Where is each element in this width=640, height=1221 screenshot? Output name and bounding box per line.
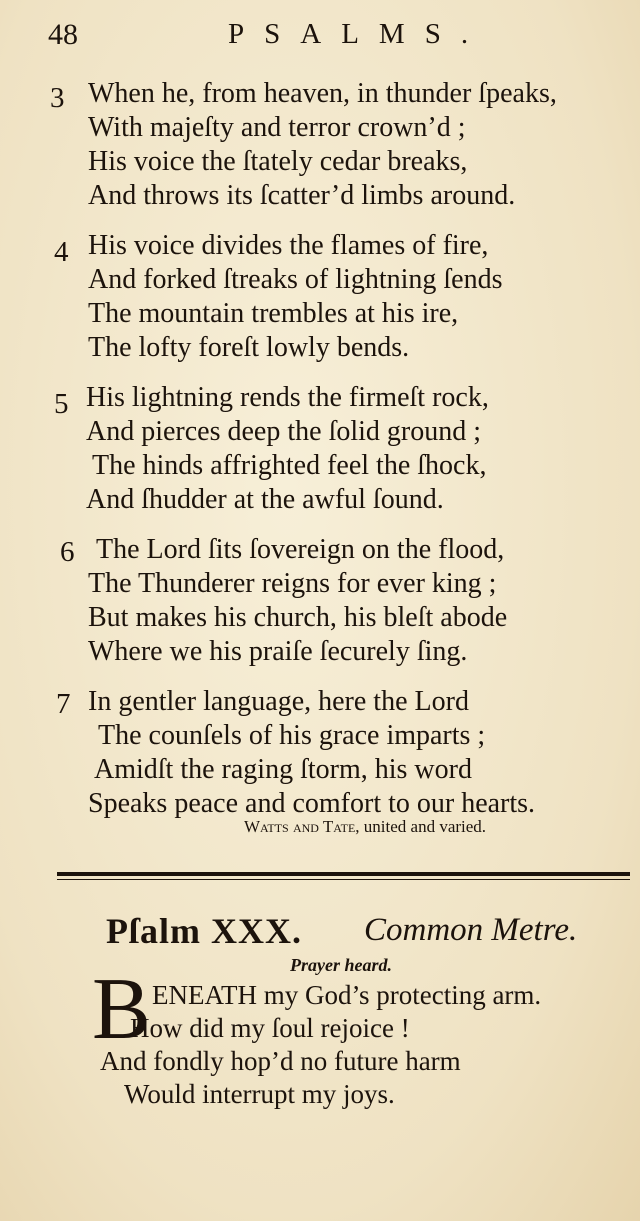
stanza-number: 3 [50, 82, 65, 114]
verse-line: His voice divides the flames of fire, [88, 230, 489, 261]
stanza-number: 6 [60, 536, 75, 568]
verse-line: His voice the ſtately cedar breaks, [88, 146, 468, 177]
verse-line: With majeſty and terror crown’d ; [88, 112, 466, 143]
page-header [0, 18, 640, 58]
verse-line: The hinds affrighted feel the ſhock, [92, 450, 487, 481]
running-title: PSALMS. [228, 18, 489, 50]
page-number: 48 [48, 18, 78, 51]
verse-line: The mountain trembles at his ire, [88, 298, 459, 329]
verse-line: How did my ſoul rejoice ! [130, 1013, 410, 1043]
stanza-number: 7 [56, 688, 71, 720]
stanza-number: 5 [54, 388, 69, 420]
verse-line: Amidſt the raging ſtorm, his word [94, 754, 472, 785]
verse-line: Speaks peace and comfort to our hearts. [88, 788, 536, 819]
verse-line: In gentler language, here the Lord [88, 686, 469, 717]
section-divider [57, 872, 630, 876]
verse-line: Would interrupt my joys. [124, 1079, 395, 1109]
verse-line: The Lord ſits ſovereign on the flood, [96, 534, 505, 565]
drop-cap: B [92, 961, 151, 1058]
verse-line: The lofty foreſt lowly bends. [88, 332, 410, 363]
attribution [244, 817, 486, 837]
stanza-number: 4 [54, 236, 69, 268]
verse-line: And ſhudder at the awful ſound. [86, 484, 444, 515]
psalm-metre: Common Metre. [364, 912, 578, 948]
verse-line: But makes his church, his bleſt abode [88, 602, 508, 633]
verse-line: His lightning rends the firmeſt rock, [86, 382, 489, 413]
psalm-title: Pſalm XXX. [106, 911, 302, 951]
section-divider-thin [57, 879, 630, 880]
verse-line: When he, from heaven, in thunder ſpeaks, [88, 78, 557, 109]
attribution-authors: Watts and Tate, [244, 817, 360, 836]
verse-line: And pierces deep the ſolid ground ; [86, 416, 482, 447]
verse-line: And throws its ſcatter’d limbs around. [88, 180, 516, 211]
verse-line: The counſels of his grace imparts ; [98, 720, 486, 751]
verse-line: And fondly hop’d no future harm [100, 1046, 461, 1076]
attribution-note: united and varied. [363, 817, 487, 836]
verse-line: And forked ſtreaks of lightning ſends [88, 264, 503, 295]
verse-line: ENEATH my God’s protecting arm. [152, 980, 542, 1010]
verse-line: The Thunderer reigns for ever king ; [88, 568, 497, 599]
psalm-subtitle: Prayer heard. [290, 955, 392, 975]
verse-line: Where we his praiſe ſecurely ſing. [88, 636, 468, 667]
